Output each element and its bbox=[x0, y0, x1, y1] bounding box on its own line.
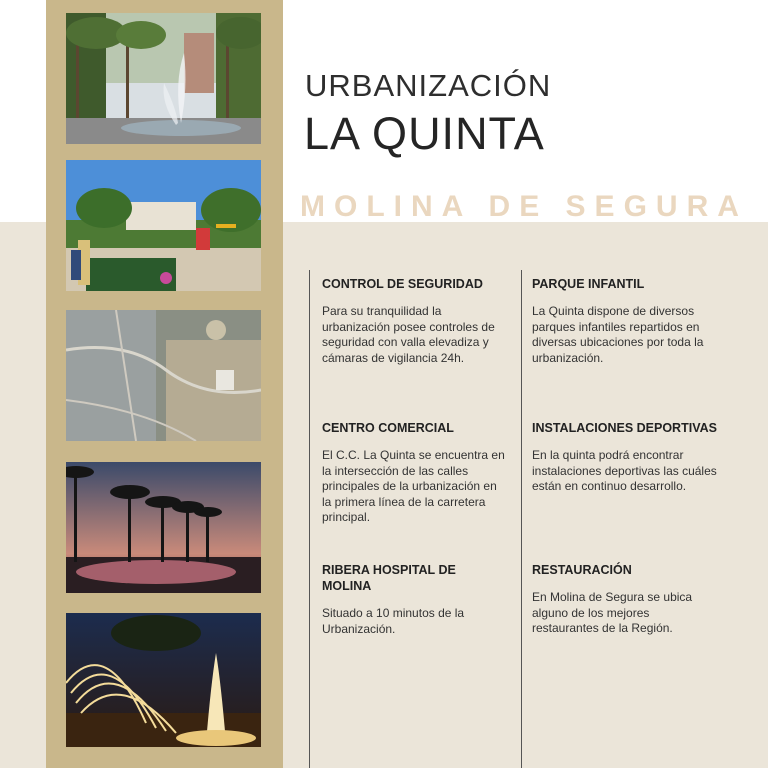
night-fountain-photo bbox=[66, 613, 261, 747]
section-control-seguridad bbox=[322, 276, 507, 366]
playground-photo bbox=[66, 160, 261, 291]
section-centro-comercial bbox=[322, 420, 507, 526]
palms-dusk-photo bbox=[66, 462, 261, 593]
left-column-divider bbox=[309, 270, 310, 768]
section-title: CONTROL DE SEGURIDAD bbox=[322, 277, 483, 291]
page-title: LA QUINTA bbox=[304, 108, 545, 159]
section-body: En Molina de Segura se ubica alguno de los mejores restaurantes de la Región. bbox=[532, 590, 693, 635]
section-title: CENTRO COMERCIAL bbox=[322, 421, 454, 435]
section-body: La Quinta dispone de diversos parques infantiles repartidos en diversas ubicaciones por toda la urbanización. bbox=[532, 304, 704, 365]
section-title: INSTALACIONES DEPORTIVAS bbox=[532, 421, 717, 435]
title-urbanizacion: URBANIZACIÓN bbox=[305, 68, 552, 103]
section-body: El C.C. La Quinta se encuentra en la intersección de las calles principales de la urbanización en la primera línea de la carretera principal. bbox=[322, 448, 505, 524]
section-title: PARQUE INFANTIL bbox=[532, 277, 645, 291]
section-ribera-hospital bbox=[322, 562, 507, 637]
location-subtitle: MOLINA DE SEGURA bbox=[300, 190, 748, 223]
right-column-divider bbox=[521, 270, 522, 768]
section-restauracion bbox=[532, 562, 717, 637]
section-instalaciones-deportivas bbox=[532, 420, 717, 495]
section-title: RIBERA HOSPITAL DE MOLINA bbox=[322, 563, 456, 593]
section-parque-infantil bbox=[532, 276, 717, 366]
section-title: RESTAURACIÓN bbox=[532, 563, 632, 577]
section-body: En la quinta podrá encontrar instalaciones deportivas las cuáles están en continuo desarrollo. bbox=[532, 448, 717, 493]
section-body: Para su tranquilidad la urbanización posee controles de seguridad con valla elevadiza y cámaras de vigilancia 24h. bbox=[322, 304, 495, 365]
fountain-boulevard-photo bbox=[66, 13, 261, 144]
aerial-map-photo bbox=[66, 310, 261, 441]
section-body: Situado a 10 minutos de la Urbanización. bbox=[322, 606, 465, 636]
